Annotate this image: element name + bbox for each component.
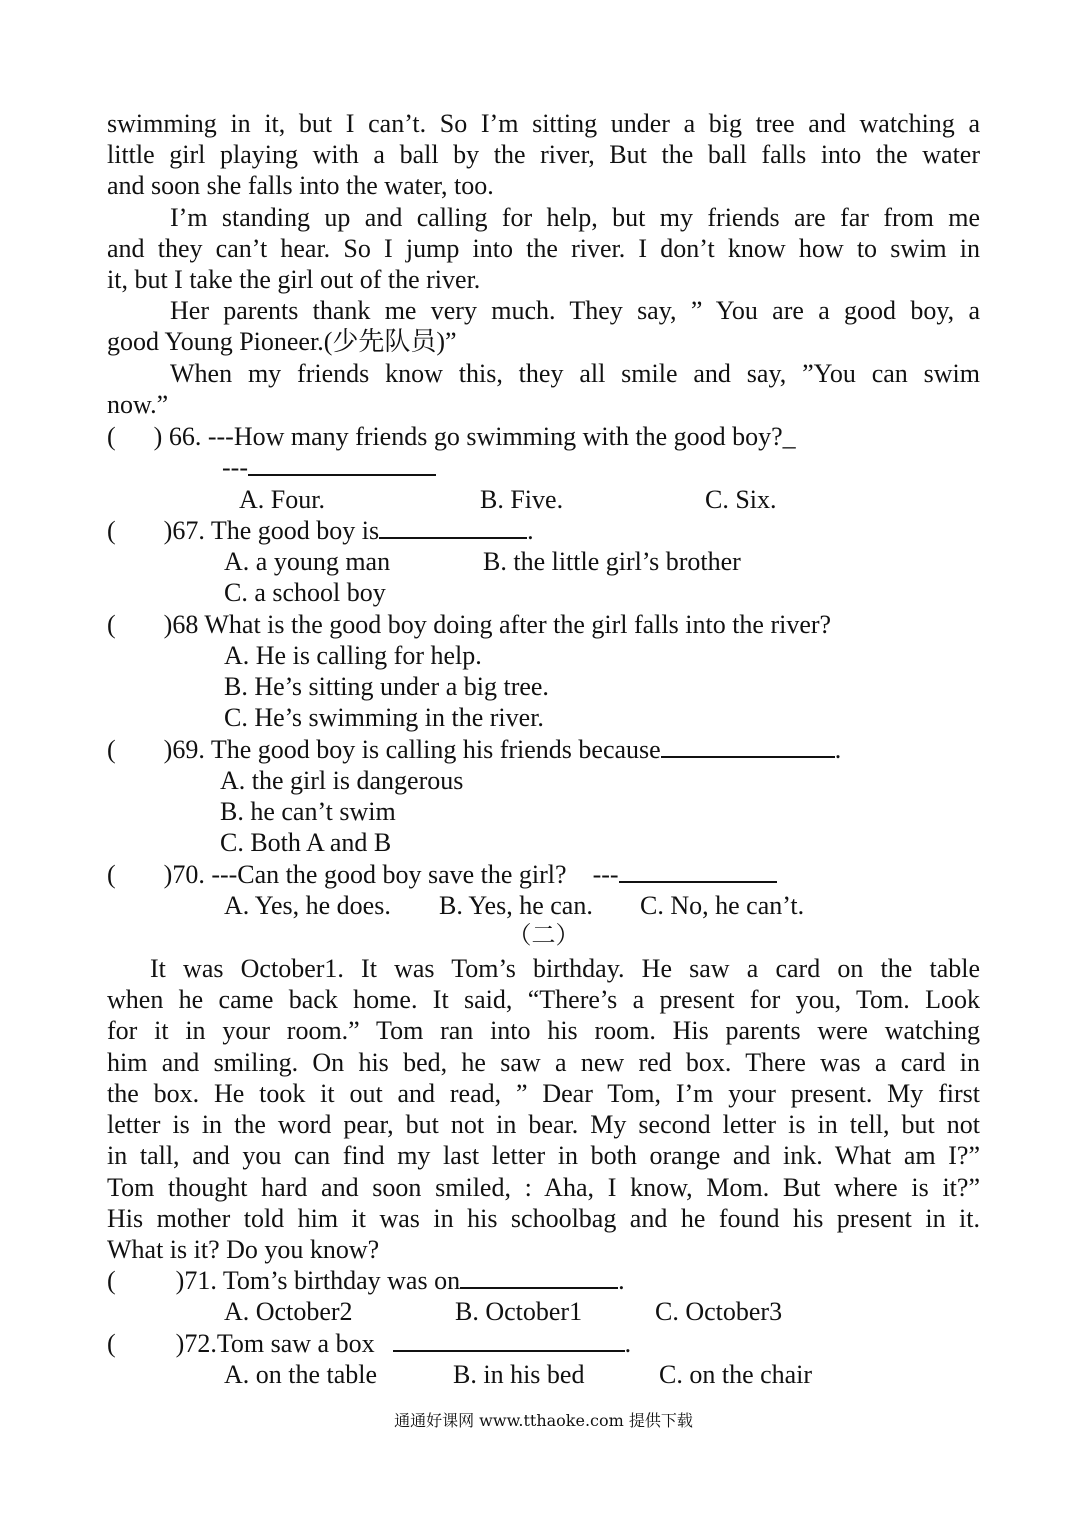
question-text: )71. Tom’s birthday was on xyxy=(175,1266,461,1295)
option-b: B. Five. xyxy=(480,485,564,514)
answer-paren-open: ( xyxy=(107,516,116,545)
passage-line: when he came back home. It said, “There’s a present for you, Tom. Look xyxy=(107,985,980,1014)
option-c: C. Both A and B xyxy=(220,828,392,857)
answer-paren-open: ( xyxy=(107,1266,116,1295)
passage-line: What is it? Do you know? xyxy=(107,1235,380,1264)
answer-blank[interactable] xyxy=(460,1265,618,1289)
question-end: . xyxy=(834,735,842,764)
answer-paren-open: ( xyxy=(107,610,116,639)
question-text: )67. The good boy is xyxy=(163,516,380,545)
option-b: B. October1 xyxy=(455,1297,583,1326)
answer-paren-open: ( xyxy=(107,735,116,764)
answer-prefix: --- xyxy=(222,453,248,482)
passage-line: and soon she falls into the water, too. xyxy=(107,171,494,200)
question-70 xyxy=(107,859,777,890)
passage-line: Her parents thank me very much. They say, ” You are a good boy, a xyxy=(170,296,980,325)
passage-line: him and smiling. On his bed, he saw a new red box. There was a card in xyxy=(107,1048,980,1077)
option-c: C. He’s swimming in the river. xyxy=(224,703,544,732)
passage-line: now.” xyxy=(107,390,169,419)
option-c: C. on the chair xyxy=(659,1360,813,1389)
passage-line: and they can’t hear. So I jump into the river. I don’t know how to swim in xyxy=(107,234,980,263)
answer-paren-open: ( xyxy=(107,1329,116,1358)
passage-line: letter is in the word pear, but not in bear. My second letter is in tell, but not xyxy=(107,1110,980,1139)
answer-paren-open: ( xyxy=(107,860,116,889)
option-a: A. on the table xyxy=(224,1360,378,1389)
question-72 xyxy=(107,1328,631,1359)
option-b: B. He’s sitting under a big tree. xyxy=(224,672,549,701)
option-c: C. No, he can’t. xyxy=(640,891,805,920)
answer-blank[interactable] xyxy=(379,515,527,539)
passage-line: little girl playing with a ball by the river, But the ball falls into the water xyxy=(107,140,980,169)
footer-source: 通通好课网 www.tthaoke.com 提供下载 xyxy=(394,1411,693,1430)
question-67 xyxy=(107,515,534,546)
passage-line: It was October1. It was Tom’s birthday. He saw a card on the table xyxy=(150,954,980,983)
passage-line: His mother told him it was in his schoolbag and he found his present in it. xyxy=(107,1204,980,1233)
answer-line xyxy=(222,452,436,483)
question-end: . xyxy=(527,516,534,545)
answer-blank[interactable] xyxy=(619,859,777,883)
question-text: )69. The good boy is calling his friends because xyxy=(163,735,661,764)
option-a: A. Yes, he does. xyxy=(224,891,391,920)
option-b: B. in his bed xyxy=(453,1360,585,1389)
passage-line: it, but I take the girl out of the river. xyxy=(107,265,481,294)
passage-line: swimming in it, but I can’t. So I’m sitting under a big tree and watching a xyxy=(107,109,980,138)
section-heading: （二） xyxy=(507,921,580,949)
passage-line: for it in your room.” Tom ran into his room. His parents were watching xyxy=(107,1016,980,1045)
option-a: A. a young man xyxy=(224,547,391,576)
passage-line: in tall, and you can find my last letter in both orange and ink. What am I?” xyxy=(107,1141,980,1170)
question-69 xyxy=(107,734,841,765)
passage-line: good Young Pioneer.(少先队员)” xyxy=(107,327,457,356)
question-66 xyxy=(107,421,796,452)
passage-line: I’m standing up and calling for help, but my friends are far from me xyxy=(170,203,980,232)
question-71 xyxy=(107,1265,625,1296)
option-a: A. He is calling for help. xyxy=(224,641,482,670)
option-a: A. October2 xyxy=(224,1297,353,1326)
option-c: C. Six. xyxy=(705,485,777,514)
option-a: A. the girl is dangerous xyxy=(220,766,464,795)
option-b: B. the little girl’s brother xyxy=(483,547,741,576)
question-end: . xyxy=(624,1329,632,1358)
question-text: )68 What is the good boy doing after the girl falls into the river? xyxy=(163,610,832,639)
option-c: C. October3 xyxy=(655,1297,783,1326)
answer-paren-close: ) xyxy=(153,422,163,451)
question-text: )72.Tom saw a box xyxy=(175,1329,375,1358)
passage-line: When my friends know this, they all smile and say, ”You can swim xyxy=(170,359,980,388)
passage-line: the box. He took it out and read, ” Dear Tom, I’m your present. My first xyxy=(107,1079,980,1108)
answer-prefix: --- xyxy=(592,860,619,889)
answer-blank[interactable] xyxy=(248,452,436,476)
question-text: )70. ---Can the good boy save the girl? xyxy=(163,860,567,889)
question-end: . xyxy=(618,1266,625,1295)
option-b: B. Yes, he can. xyxy=(439,891,593,920)
answer-blank[interactable] xyxy=(393,1328,625,1352)
option-a: A. Four. xyxy=(239,485,325,514)
option-c: C. a school boy xyxy=(224,578,386,607)
question-text: 66. ---How many friends go swimming with the good boy?_ xyxy=(168,422,796,451)
answer-blank[interactable] xyxy=(661,734,835,758)
question-68 xyxy=(107,609,831,640)
option-b: B. he can’t swim xyxy=(220,797,396,826)
answer-paren-open: ( xyxy=(107,422,116,451)
passage-line: Tom thought hard and soon smiled, : Aha, I know, Mom. But where is it?” xyxy=(107,1173,980,1202)
